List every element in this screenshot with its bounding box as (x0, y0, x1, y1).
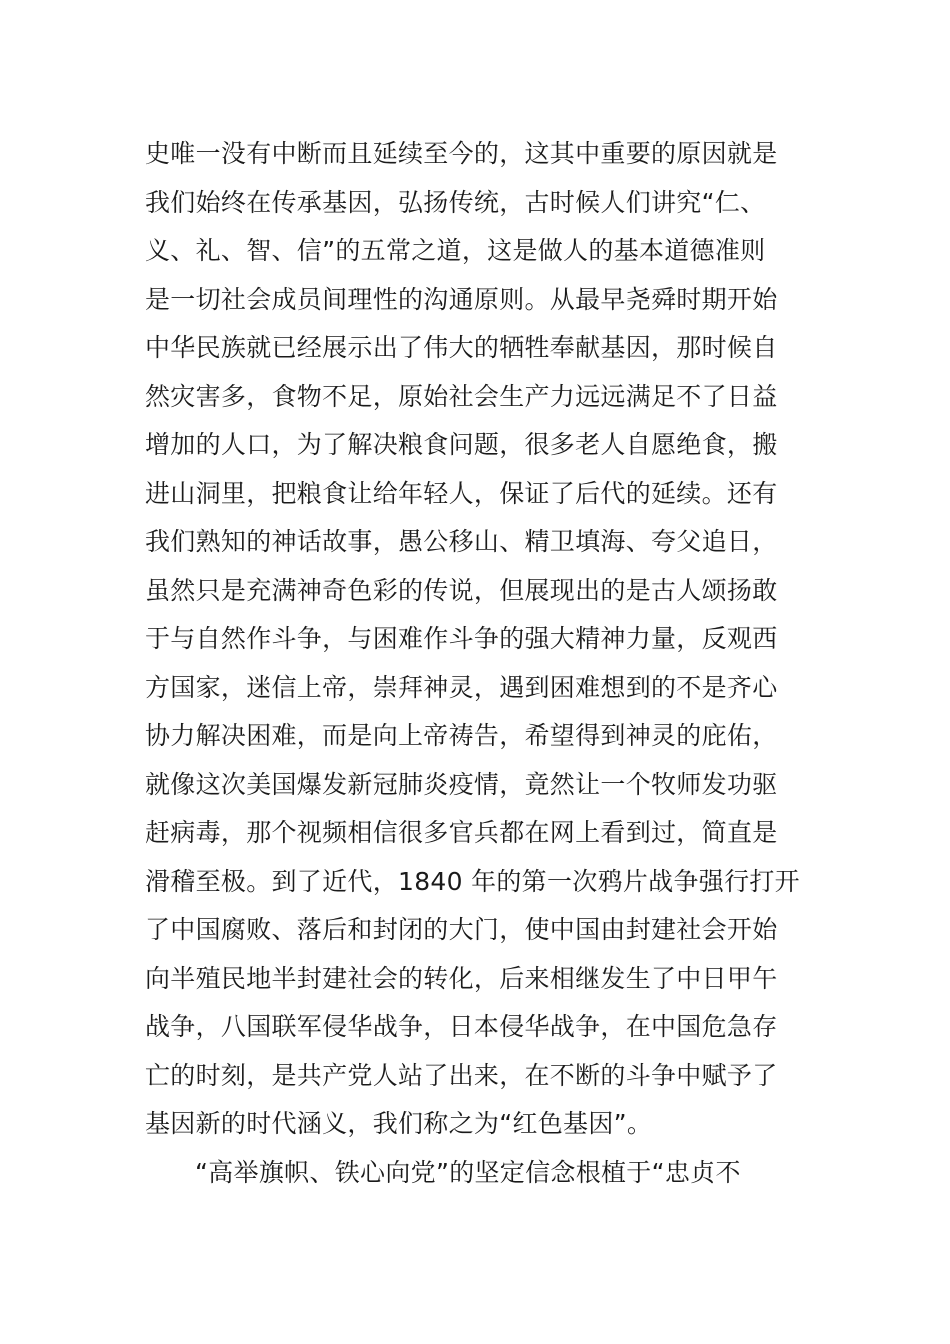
text-line-4: 是一切社会成员间理性的沟通原则。从最早尧舜时期开始 (145, 284, 778, 314)
text-line-21: 基因新的时代涵义，我们称之为“红色基因”。 (145, 1109, 653, 1138)
text-line-13: 协力解决困难，而是向上帝祷告，希望得到神灵的庇佑， (145, 721, 778, 750)
text-line-1: 史唯一没有中断而且延续至今的，这其中重要的原因就是 (145, 139, 778, 168)
text-line-6: 然灾害多，食物不足，原始社会生产力远远满足不了日益 (145, 381, 778, 411)
text-line-2: 我们始终在传承基因，弘扬传统，古时候人们讲究“仁、 (145, 187, 766, 217)
text-line-12: 方国家，迷信上帝，崇拜神灵，遇到困难想到的不是齐心 (145, 672, 778, 702)
body-text (145, 130, 825, 1197)
text-line-11: 于与自然作斗争，与困难作斗争的强大精神力量，反观西 (145, 624, 778, 653)
text-line-16: 滑稽至极。到了近代，1840 年的第一次鸦片战争强行打开 (145, 866, 800, 896)
text-line-19: 战争，八国联军侵华战争，日本侵华战争，在中国危急存 (145, 1012, 778, 1041)
paragraph-start-line: “高举旗帜、铁心向党”的坚定信念根植于“忠贞不 (195, 1157, 741, 1187)
text-line-18: 向半殖民地半封建社会的转化，后来相继发生了中日甲午 (145, 963, 778, 993)
text-line-10: 虽然只是充满神奇色彩的传说，但展现出的是古人颂扬敢 (145, 575, 778, 605)
text-line-9: 我们熟知的神话故事，愚公移山、精卫填海、夸父追日， (145, 527, 778, 556)
text-line-7: 增加的人口，为了解决粮食问题，很多老人自愿绝食，搬 (145, 430, 778, 459)
text-line-3: 义、礼、智、信”的五常之道，这是做人的基本道德准则 (145, 236, 766, 265)
text-line-8: 进山洞里，把粮食让给年轻人，保证了后代的延续。还有 (145, 478, 778, 508)
text-line-5: 中华民族就已经展示出了伟大的牺牲奉献基因，那时候自 (145, 333, 778, 362)
text-line-14: 就像这次美国爆发新冠肺炎疫情，竟然让一个牧师发功驱 (145, 769, 778, 799)
text-line-17: 了中国腐败、落后和封闭的大门，使中国由封建社会开始 (145, 915, 778, 944)
text-line-15: 赶病毒，那个视频相信很多官兵都在网上看到过，简直是 (145, 818, 778, 847)
text-line-20: 亡的时刻，是共产党人站了出来，在不断的斗争中赋予了 (145, 1060, 778, 1090)
